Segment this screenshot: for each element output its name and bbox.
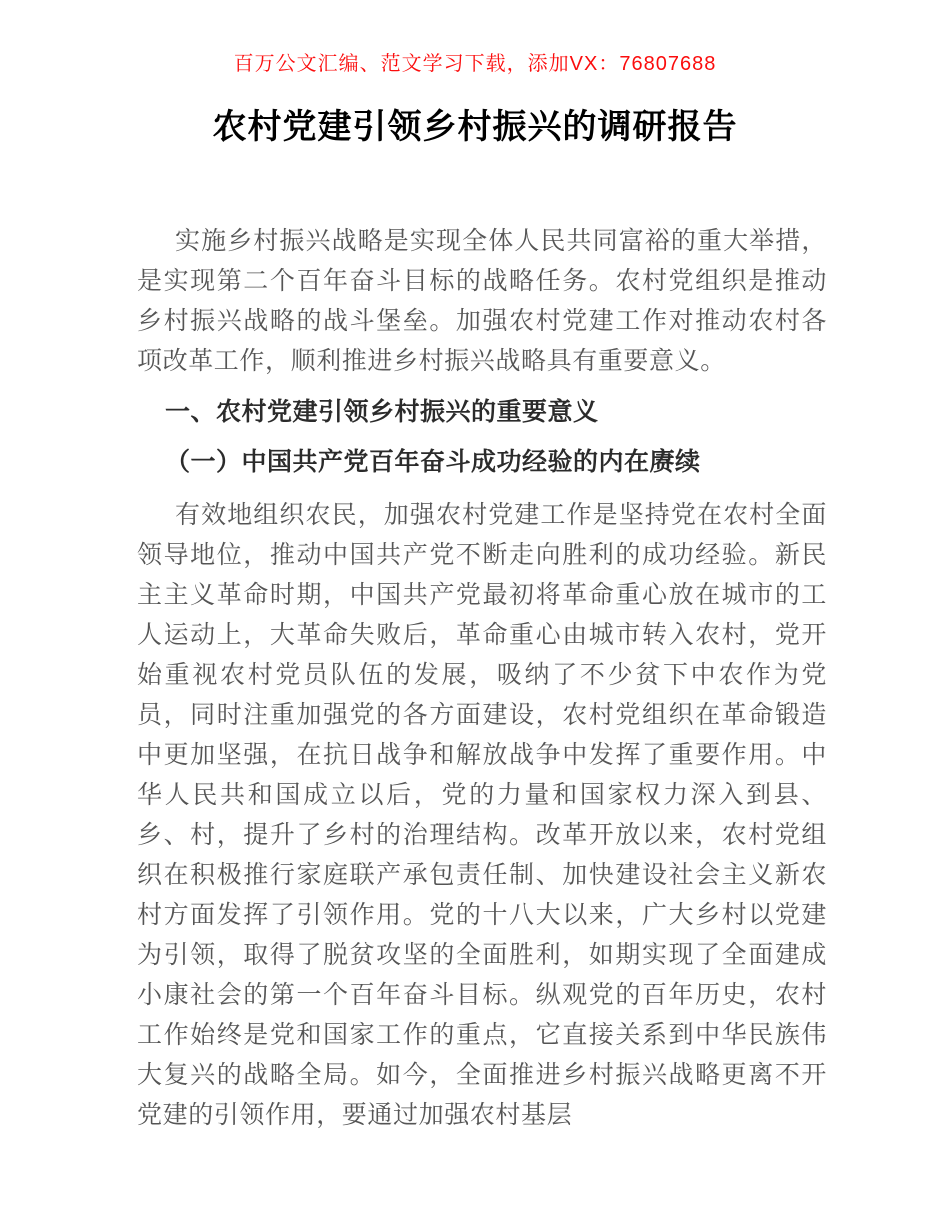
- section-1-1-paragraph: 有效地组织农民，加强农村党建工作是坚持党在农村全面领导地位，推动中国共产党不断走向胜利的成功经验。新民主主义革命时期，中国共产党最初将革命重心放在城市的工人运动上，大革命失败后，革命重心由城市转入农村，党开始重视农村党员队伍的发展，吸纳了不少贫下中农作为党员，同时注重加强党的各方面建设，农村党组织在革命锻造中更加坚强，在抗日战争和解放战争中发挥了重要作用。中华人民共和国成立以后，党的力量和国家权力深入到县、乡、村，提升了乡村的治理结构。改革开放以来，农村党组织在积极推行家庭联产承包责任制、加快建设社会主义新农村方面发挥了引领作用。党的十八大以来，广大乡村以党建为引领，取得了脱贫攻坚的全面胜利，如期实现了全面建成小康社会的第一个百年奋斗目标。纵观党的百年历史，农村工作始终是党和国家工作的重点，它直接关系到中华民族伟大复兴的战略全局。如今，全面推进乡村振兴战略更离不开党建的引领作用，要通过加强农村基层: [137, 502, 827, 1129]
- section-1-1-heading: （一）中国共产党百年奋斗成功经验的内在赓续: [165, 448, 701, 476]
- document-body: [137, 222, 827, 1136]
- document-title: 农村党建引领乡村振兴的调研报告: [212, 108, 738, 146]
- section-1-heading: 一、农村党建引领乡村振兴的重要意义: [165, 398, 599, 426]
- promo-banner: 百万公文汇编、范文学习下载，添加VX：76807688: [233, 53, 717, 75]
- intro-paragraph: 实施乡村振兴战略是实现全体人民共同富裕的重大举措，是实现第二个百年奋斗目标的战略任务。农村党组织是推动乡村振兴战略的战斗堡垒。加强农村党建工作对推动农村各项改革工作，顺利推进乡村振兴战略具有重要意义。: [137, 228, 827, 375]
